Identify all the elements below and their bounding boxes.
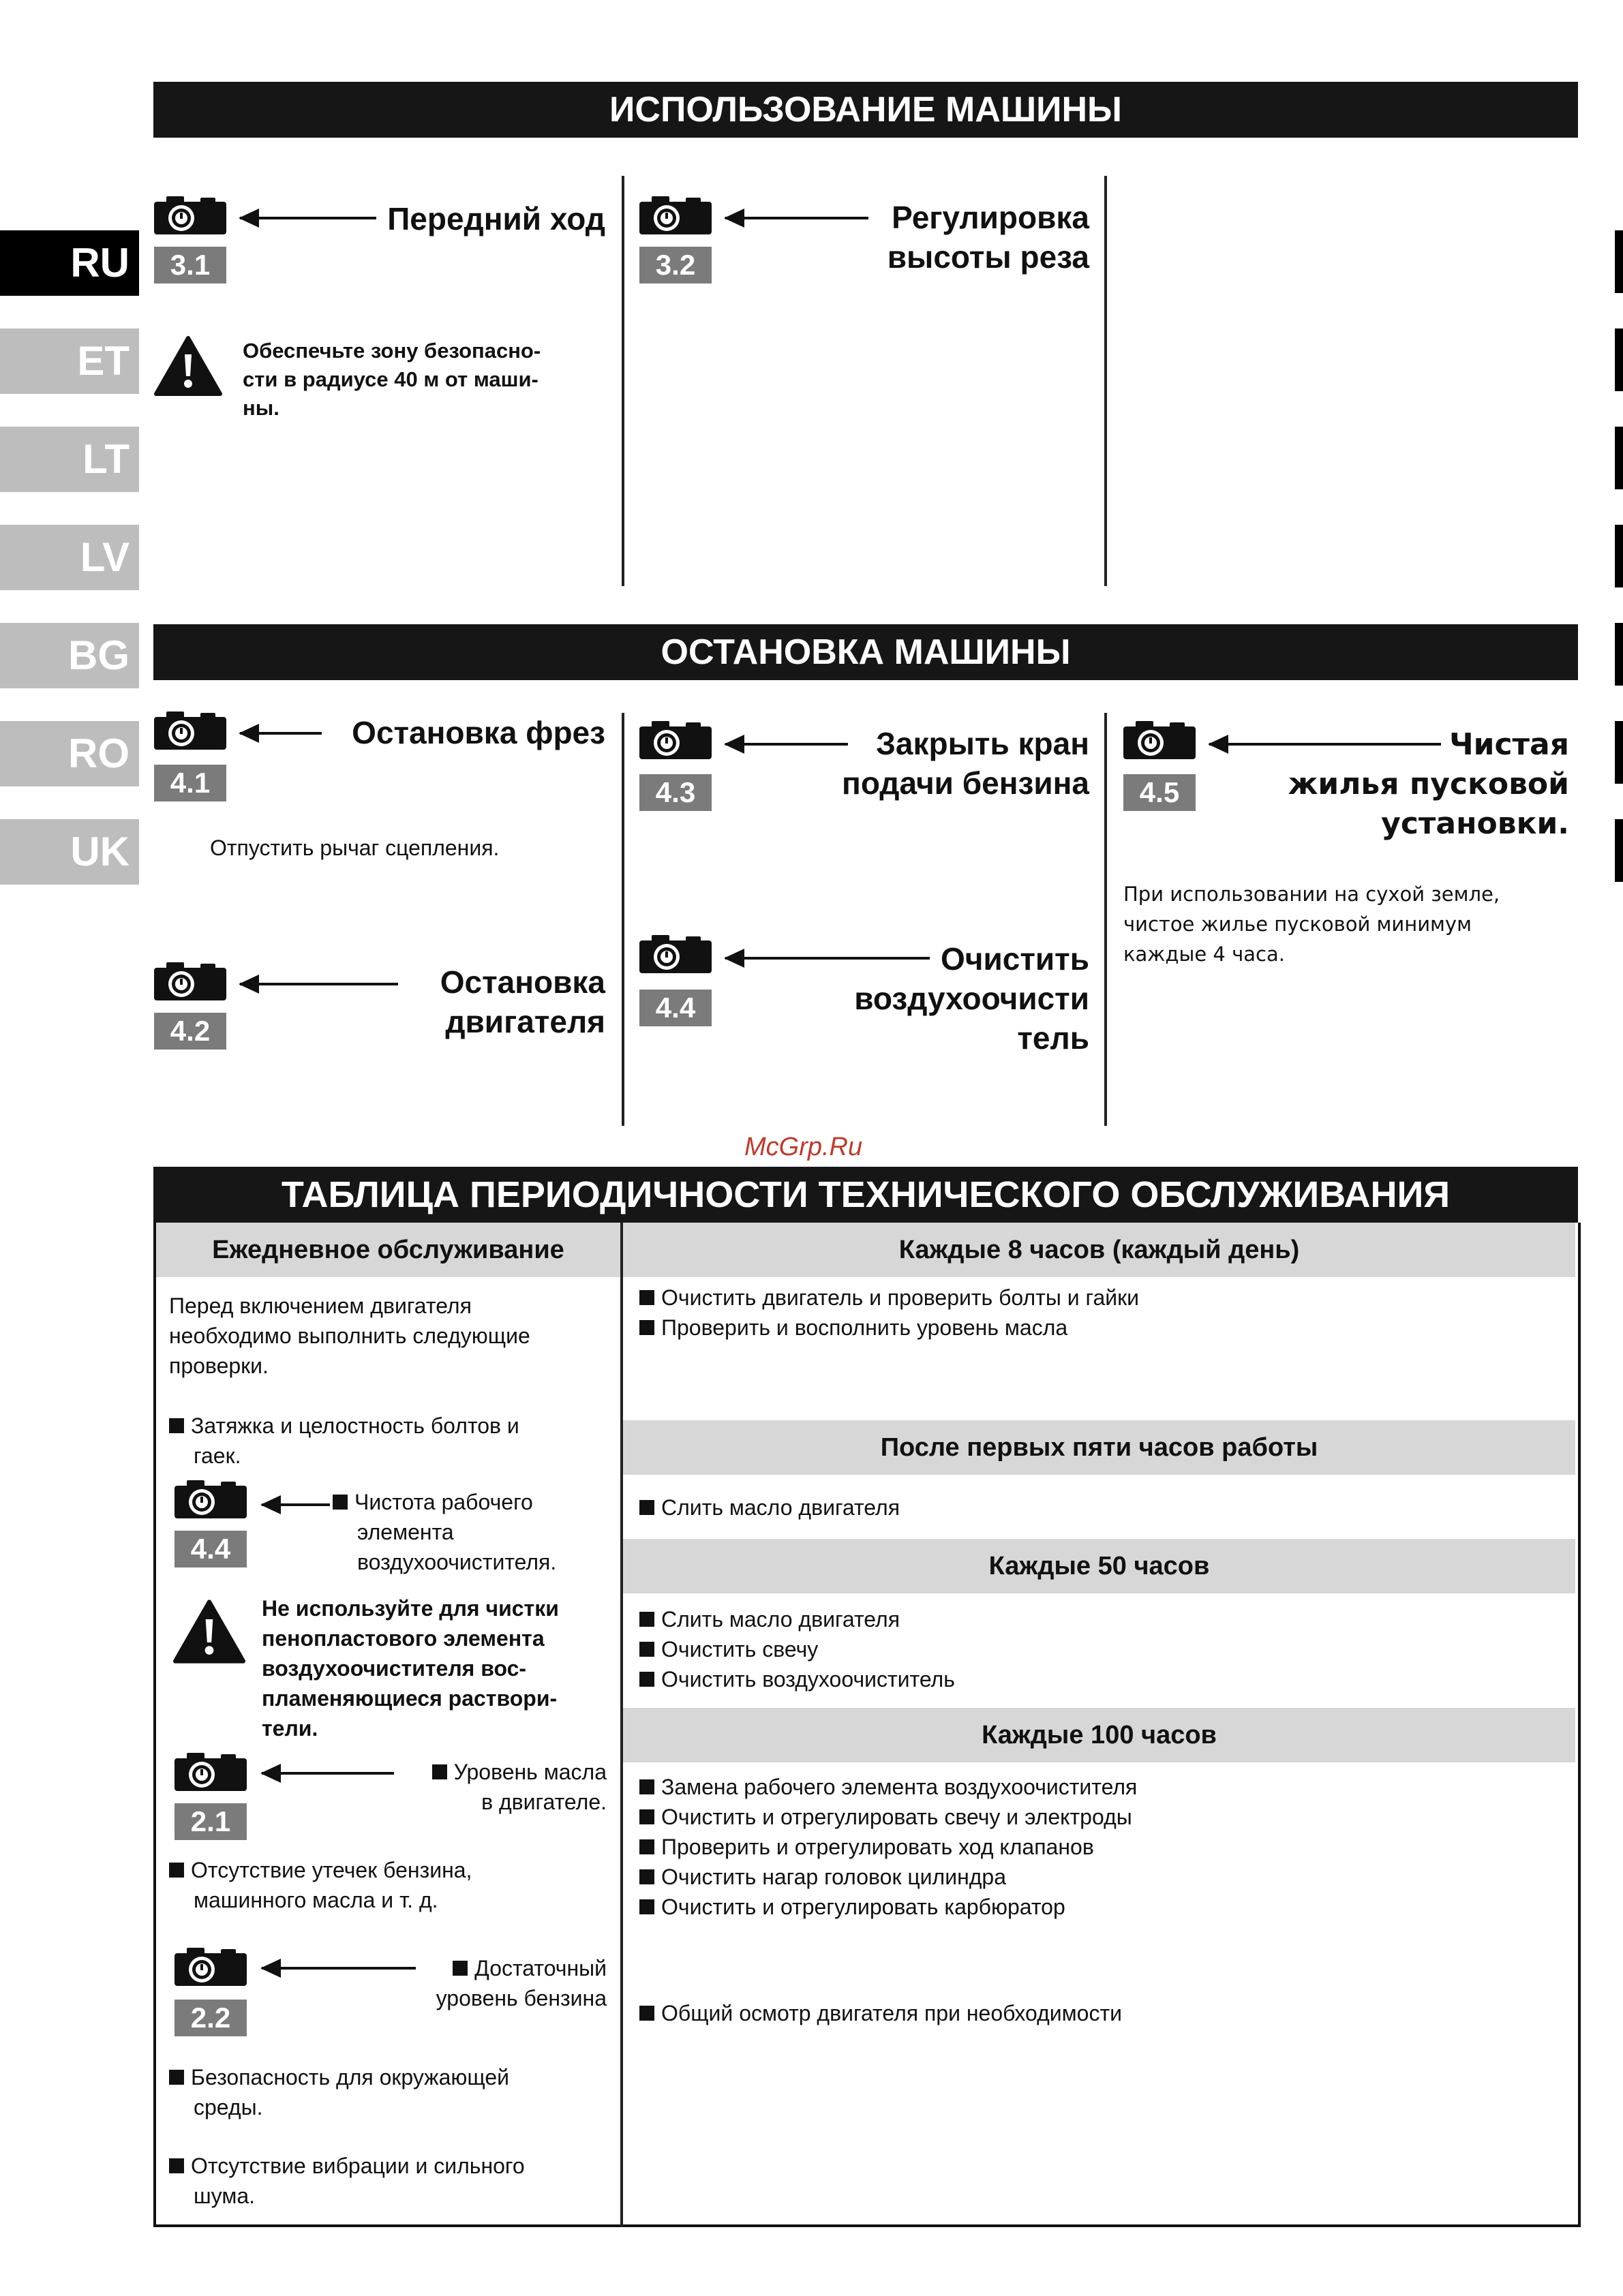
daily-intro-text: Перед включением двигателя необходимо выполнить следующие проверки.: [169, 1294, 530, 1378]
arrow-left-icon: [262, 1772, 394, 1775]
bullet-square-icon: [453, 1961, 468, 1976]
figure-ref-4-1: 4.1: [154, 765, 226, 801]
daily-check-vibration: Отсутствие вибрации и сильного шума.: [169, 2151, 612, 2211]
camera-icon: [154, 195, 226, 234]
section-header-use: ИСПОЛЬЗОВАНИЕ МАШИНЫ: [153, 82, 1578, 138]
lang-tab-ru[interactable]: RU: [0, 230, 139, 296]
column-divider: [622, 176, 624, 586]
bullet-square-icon: [169, 1863, 184, 1878]
bullet-square-icon: [333, 1495, 348, 1510]
figure-ref-2-1: 2.1: [175, 1803, 247, 1840]
table-header-every-50-hours: Каждые 50 часов: [623, 1539, 1575, 1593]
bullet-square-icon: [639, 1779, 654, 1794]
bullet-square-icon: [169, 1418, 184, 1433]
warning-icon: [154, 335, 222, 397]
column-divider: [1104, 713, 1107, 1126]
arrow-left-icon: [240, 732, 322, 735]
list-first-five-hours: Слить масло двигателя: [639, 1493, 1566, 1522]
lang-tab-lt[interactable]: LT: [0, 427, 139, 492]
bullet-square-icon: [639, 1500, 654, 1515]
camera-icon: [175, 1751, 247, 1791]
list-every-50-hours: Слить масло двигателя Очистить свечу Очистить воздухоочиститель: [639, 1604, 1566, 1694]
edge-marker: [1615, 525, 1623, 587]
bullet-square-icon: [639, 1672, 654, 1687]
warning-text-safety-zone: Обеспечьте зону безопасно- сти в радиусе 40 м от маши- ны.: [243, 339, 541, 420]
warning-icon: [173, 1599, 245, 1664]
column-divider: [1104, 176, 1107, 586]
camera-icon: [1123, 720, 1196, 759]
bullet-square-icon: [169, 2158, 184, 2173]
bullet-square-icon: [639, 1290, 654, 1305]
bullet-square-icon: [639, 1612, 654, 1627]
step-title-clean-starter: Чистая жилья пусковой установки.: [1288, 727, 1569, 841]
section-header-maintenance-table: ТАБЛИЦА ПЕРИОДИЧНОСТИ ТЕХНИЧЕСКОГО ОБСЛУЖИВАНИЯ: [153, 1167, 1578, 1223]
daily-check-bolts: Затяжка и целостность болтов и гаек.: [169, 1411, 612, 1471]
figure-ref-4-5: 4.5: [1123, 774, 1196, 811]
step-title-stop-engine: Остановка двигателя: [440, 964, 605, 1039]
lang-tab-et[interactable]: ET: [0, 328, 139, 394]
daily-check-environment: Безопасность для окружающей среды.: [169, 2062, 612, 2122]
list-every-8-hours: Очистить двигатель и проверить болты и гайки Проверить и восполнить уровень масла: [639, 1283, 1566, 1343]
table-header-every-8-hours: Каждые 8 часов (каждый день): [623, 1223, 1575, 1277]
section-header-stop: ОСТАНОВКА МАШИНЫ: [153, 624, 1578, 680]
edge-marker: [1615, 427, 1623, 489]
table-header-every-100-hours: Каждые 100 часов: [623, 1708, 1575, 1762]
lang-tab-bg[interactable]: BG: [0, 623, 139, 688]
step-title-clean-air-filter: Очистить воздухоочисти тель: [854, 941, 1089, 1056]
figure-ref-4-2: 4.2: [154, 1013, 226, 1050]
lang-tab-uk[interactable]: UK: [0, 819, 139, 885]
bullet-square-icon: [639, 1869, 654, 1884]
camera-icon: [175, 1946, 247, 1986]
step-title-forward: Передний ход: [387, 201, 605, 236]
camera-icon: [175, 1479, 247, 1518]
step-title-cut-height: Регулировка высоты реза: [887, 200, 1089, 275]
camera-icon: [639, 720, 712, 759]
bullet-square-icon: [639, 1839, 654, 1854]
daily-check-fuel-level: Достаточный уровень бензина: [436, 1956, 607, 2010]
camera-icon: [154, 710, 226, 750]
list-general-inspection: Общий осмотр двигателя при необходимости: [639, 1998, 1566, 2028]
figure-ref-4-4: 4.4: [639, 990, 712, 1026]
edge-marker: [1615, 721, 1623, 784]
list-every-100-hours: Замена рабочего элемента воздухоочистителя Очистить и отрегулировать свечу и электроды Проверить и отрегулировать ход клапанов Очистить нагар головок цилиндра Очистить и отрегулировать карбюратор: [639, 1772, 1566, 1922]
watermark: McGrp.Ru: [744, 1133, 863, 1161]
camera-icon: [154, 961, 226, 1000]
daily-warning-solvents: Не используйте для чистки пенопластового элемента воздухоочистителя вос- пламеняющиеся раствори- тели.: [262, 1596, 559, 1741]
table-header-daily: Ежедневное обслуживание: [156, 1223, 620, 1277]
bullet-square-icon: [432, 1764, 447, 1779]
bullet-square-icon: [639, 1809, 654, 1824]
figure-ref-3-2: 3.2: [639, 247, 712, 284]
edge-marker: [1615, 623, 1623, 686]
figure-ref-3-1: 3.1: [154, 247, 226, 284]
bullet-square-icon: [639, 1320, 654, 1335]
table-header-first-five-hours: После первых пяти часов работы: [623, 1420, 1575, 1475]
daily-check-oil-level: Уровень масла в двигателе.: [382, 1757, 607, 1817]
bullet-square-icon: [639, 1899, 654, 1914]
step-title-stop-tillers: Остановка фрез: [352, 715, 605, 750]
lang-tab-lv[interactable]: LV: [0, 525, 139, 590]
daily-check-leaks: Отсутствие утечек бензина, машинного масла и т. д.: [169, 1855, 612, 1915]
camera-icon: [639, 195, 712, 234]
lang-tab-ro[interactable]: RO: [0, 721, 139, 786]
figure-ref-4-4: 4.4: [175, 1531, 247, 1567]
figure-ref-4-3: 4.3: [639, 774, 712, 811]
edge-marker: [1615, 819, 1623, 882]
figure-ref-2-2: 2.2: [175, 2000, 247, 2036]
arrow-left-icon: [240, 217, 376, 219]
step-text-starter-note: При использовании на сухой земле, чистое жилье пусковой минимум каждые 4 часа.: [1123, 883, 1500, 966]
bullet-square-icon: [639, 2006, 654, 2021]
step-title-close-fuel-valve: Закрыть кран подачи бензина: [842, 726, 1089, 801]
camera-icon: [639, 934, 712, 973]
edge-marker: [1615, 328, 1623, 391]
bullet-square-icon: [639, 1642, 654, 1657]
edge-marker: [1615, 230, 1623, 293]
arrow-left-icon: [262, 1503, 330, 1506]
column-divider: [622, 713, 624, 1126]
arrow-left-icon: [240, 983, 398, 985]
daily-check-air-filter: Чистота рабочего элемента воздухоочистителя.: [333, 1487, 619, 1577]
step-text-release-lever: Отпустить рычаг сцепления.: [210, 836, 500, 860]
bullet-square-icon: [169, 2070, 184, 2085]
